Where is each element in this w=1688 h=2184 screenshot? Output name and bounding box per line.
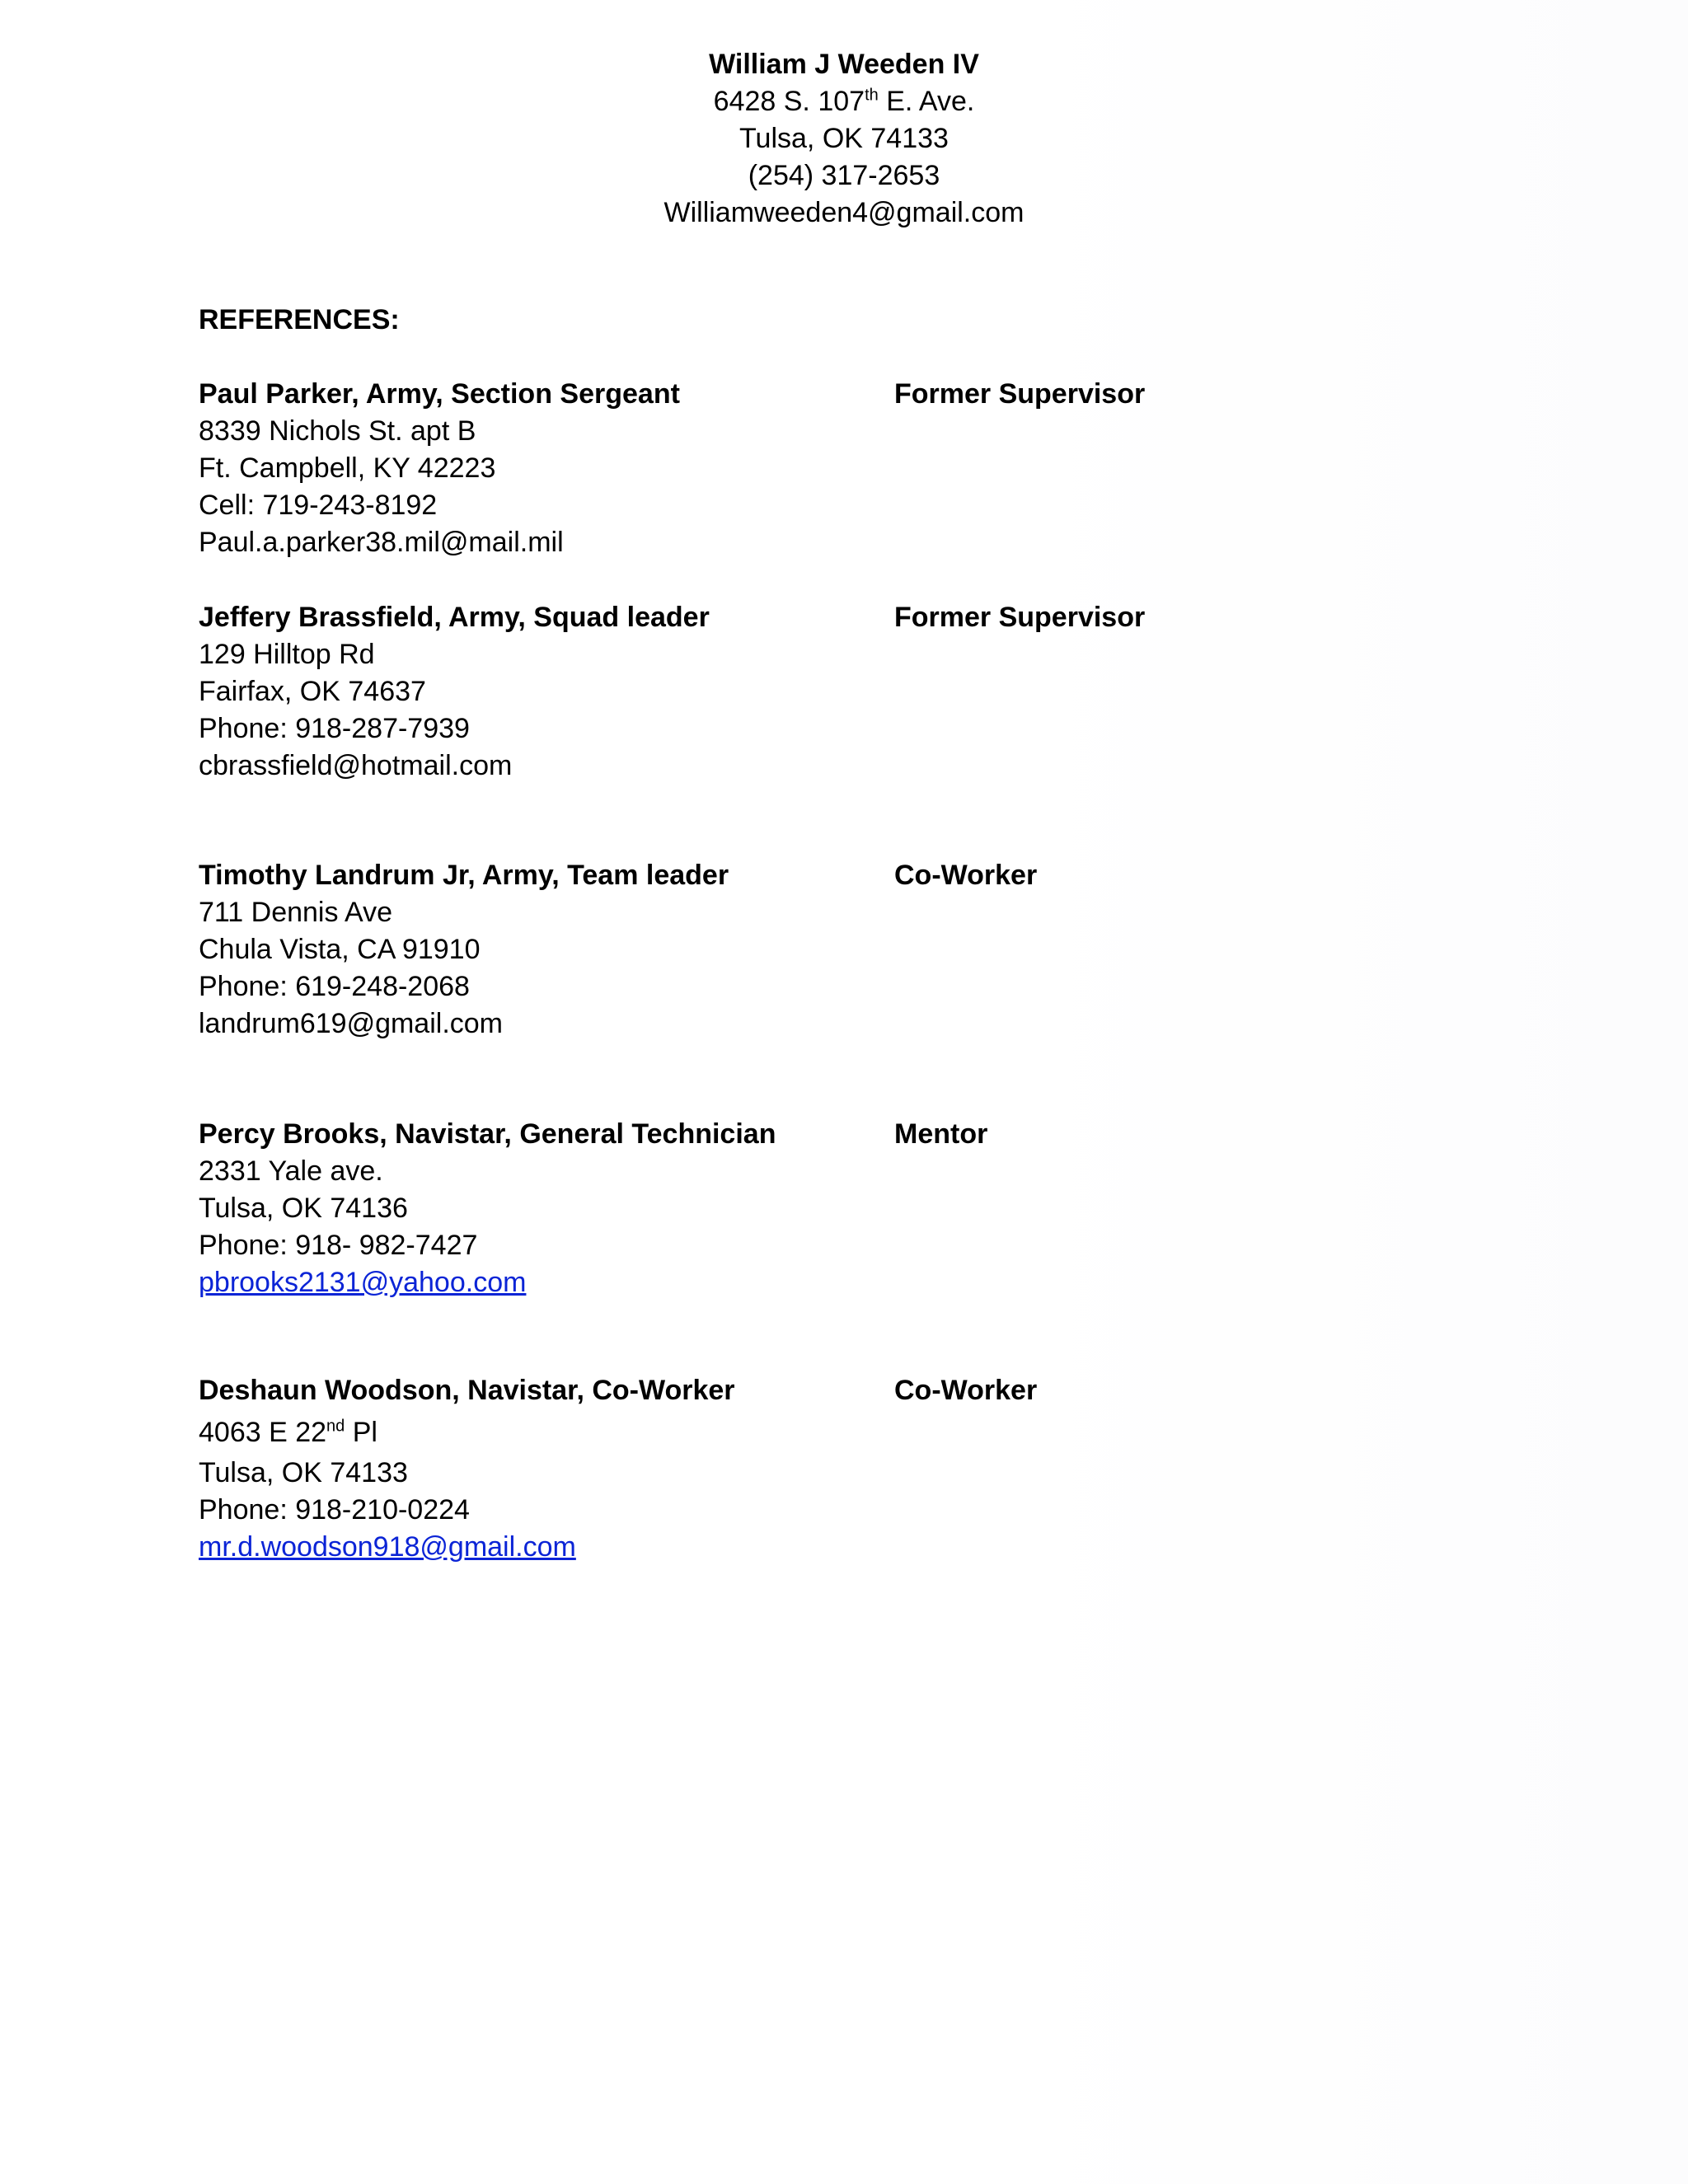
reference-street	[199, 1414, 1517, 1451]
reference-title: Paul Parker, Army, Section Sergeant	[199, 378, 680, 410]
reference-relation: Former Supervisor	[894, 378, 1146, 410]
reference-relation: Former Supervisor	[894, 602, 1146, 633]
applicant-city: Tulsa, OK 74133	[739, 123, 949, 154]
reference-email-link[interactable]: pbrooks2131@yahoo.com	[199, 1267, 527, 1298]
reference-title-line	[199, 376, 1517, 413]
address-superscript: th	[865, 86, 879, 105]
street-rest: Pl	[345, 1417, 377, 1448]
reference-title-line	[199, 599, 1517, 636]
reference-relation: Co-Worker	[894, 860, 1038, 891]
reference-phone: Phone: 918- 982-7427	[199, 1230, 478, 1261]
applicant-phone: (254) 317-2653	[748, 160, 940, 191]
reference-title: Percy Brooks, Navistar, General Technician	[199, 1118, 776, 1150]
reference-phone: Phone: 918-287-7939	[199, 713, 470, 744]
reference-street: 2331 Yale ave.	[199, 1155, 383, 1187]
applicant-address	[0, 83, 1688, 120]
reference-relation: Co-Worker	[894, 1375, 1038, 1406]
reference-city: Fairfax, OK 74637	[199, 676, 426, 707]
reference-city: Ft. Campbell, KY 42223	[199, 452, 496, 484]
address-number: 6428 S. 107	[713, 86, 865, 117]
reference-phone: Phone: 918-210-0224	[199, 1494, 470, 1526]
reference-street: 8339 Nichols St. apt B	[199, 415, 476, 447]
reference-phone: Cell: 719-243-8192	[199, 490, 438, 521]
applicant-email: Williamweeden4@gmail.com	[663, 197, 1025, 228]
reference-email: landrum619@gmail.com	[199, 1008, 504, 1039]
reference-title-line	[199, 1116, 1517, 1153]
reference-title-line	[199, 857, 1517, 894]
reference-email: cbrassfield@hotmail.com	[199, 750, 513, 781]
address-rest: E. Ave.	[878, 86, 975, 117]
reference-email: Paul.a.parker38.mil@mail.mil	[199, 527, 564, 558]
reference-street: 129 Hilltop Rd	[199, 639, 375, 670]
reference-entry	[199, 1116, 1517, 1301]
reference-relation: Mentor	[894, 1118, 988, 1150]
street-superscript: nd	[326, 1417, 345, 1436]
street-number: 4063 E 22	[199, 1417, 327, 1448]
reference-city: Chula Vista, CA 91910	[199, 934, 481, 965]
reference-phone: Phone: 619-248-2068	[199, 971, 470, 1002]
applicant-name: William J Weeden IV	[709, 49, 979, 80]
reference-title: Deshaun Woodson, Navistar, Co-Worker	[199, 1375, 735, 1406]
reference-entry	[199, 857, 1517, 1043]
reference-city: Tulsa, OK 74133	[199, 1457, 408, 1488]
reference-entry	[199, 376, 1517, 561]
references-heading: REFERENCES:	[199, 304, 400, 335]
contact-header	[0, 46, 1688, 232]
reference-email-link[interactable]: mr.d.woodson918@gmail.com	[199, 1531, 576, 1563]
reference-city: Tulsa, OK 74136	[199, 1193, 408, 1224]
reference-title: Jeffery Brassfield, Army, Squad leader	[199, 602, 710, 633]
reference-entry	[199, 1372, 1517, 1566]
reference-street: 711 Dennis Ave	[199, 897, 393, 928]
reference-entry	[199, 599, 1517, 785]
reference-title-line	[199, 1372, 1517, 1409]
reference-title: Timothy Landrum Jr, Army, Team leader	[199, 860, 729, 891]
